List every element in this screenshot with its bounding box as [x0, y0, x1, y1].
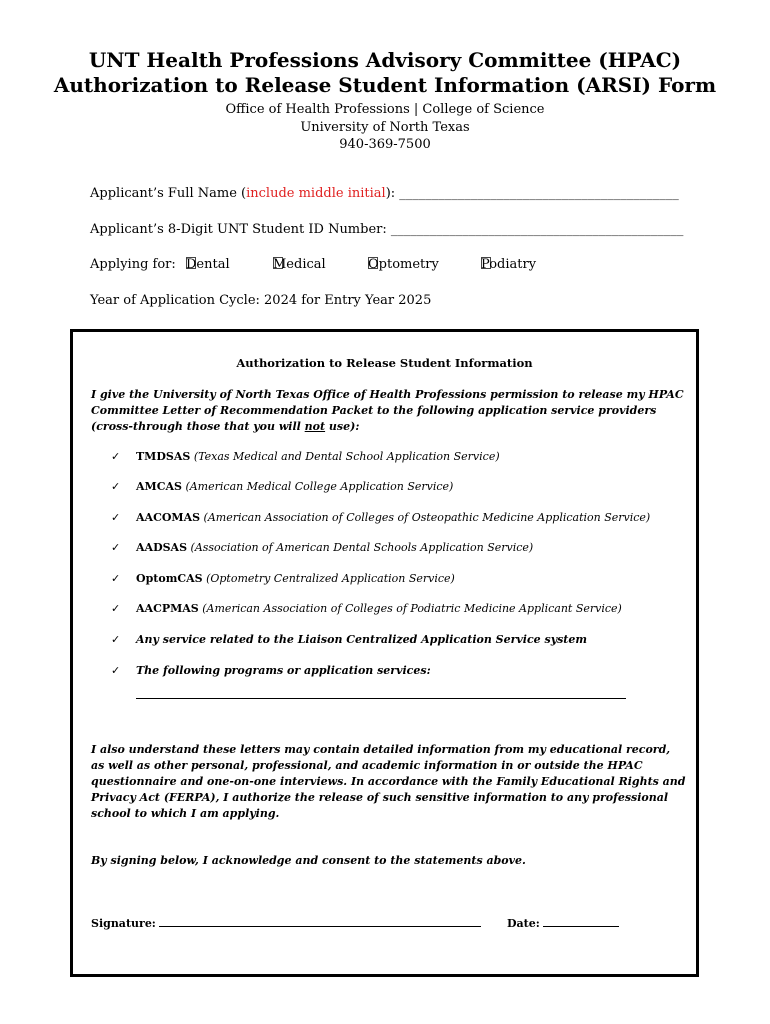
form-page: UNT Health Professions Advisory Committee (HPAC) Authorization to Release Student Information (ARSI) Form Office of Health Professions | College of Science University of North Texas 940-369-7500 Applicant’s Full Name (include middle initial): ___________________________________________ Applicant’s 8-Digit UNT Student ID Number: _____________________________________________ Applying for: Dental Medical Optometry Podiatry Year of Application Cycle: 2024 for Entry Year 2025 Authorization to Release Student Information I give the University of North Texas Office of Health Professions permission to release my HPAC Committee Letter of Recommendation Packet to the following application service providers (cross-through those that you will not use): ✓ TMDSAS (Texas Medical and Dental School Application Service) ✓ AMCAS (American Medical College Application Service) ✓ AACOMAS (American Association of Colleges of Osteopathic Medicine Application Service) ✓ AADSAS (Association of American Dental Schools Application Service) ✓ OptomCAS (Optometry Centralized Application Service) ✓ AACPMAS (American Association of Colleges of Podiatric Medicine Applicant Service) ✓ Any service related to the Liaison Centralized Application Service system ✓ The following programs or application services: I also understand these letters may contain detailed information from my educational record, as well as other personal, professional, and academic information in or outside the HPAC questionnaire and one-on-one interviews. In accordance with the Family Educational Rights and Privacy Act (FERPA), I authorize the release of such sensitive information to any professional school to which I am applying. By signing below, I acknowledge and consent to the statements above. Signature: Date:: [0, 0, 770, 1024]
office-name: Office of Health Professions | College of Science: [225, 102, 545, 117]
signature-field[interactable]: [91, 916, 481, 930]
authorization-intro: I give the University of North Texas Office of Health Professions permission to release my HPAC Committee Letter of Recommendation Packet to the following application service providers (cross-through those that you will not use):: [91, 388, 684, 433]
date-label: Date:: [507, 917, 540, 930]
ferpa-paragraph: I also understand these letters may contain detailed information from my educational record, as well as other personal, professional, and academic information in or outside the HPAC questionnaire and one-on-one interviews. In accordance with the Family Educational Rights and Privacy Act (FERPA), I authorize the release of such sensitive information to any professional school to which I am applying.: [91, 743, 686, 820]
checkmark-icon: ✓: [111, 450, 121, 463]
applying-for-label: Applying for:: [90, 257, 176, 272]
other-programs-blank[interactable]: [136, 698, 626, 699]
checkmark-icon: ✓: [111, 511, 121, 524]
date-field[interactable]: [507, 916, 619, 930]
full-name-field[interactable]: [90, 186, 679, 202]
application-cycle: Year of Application Cycle: 2024 for Entry Year 2025: [90, 293, 432, 308]
signature-blank[interactable]: [159, 916, 481, 927]
form-title: [0, 48, 770, 98]
office-info: [0, 101, 770, 154]
checkmark-icon: ✓: [111, 480, 121, 493]
date-blank[interactable]: [543, 916, 619, 927]
authorization-box: Authorization to Release Student Information I give the University of North Texas Office of Health Professions permission to release my HPAC Committee Letter of Recommendation Packet to the following application service providers (cross-through those that you will not use): ✓ TMDSAS (Texas Medical and Dental School Application Service) ✓ AMCAS (American Medical College Application Service) ✓ AACOMAS (American Association of Colleges of Osteopathic Medicine Application Service) ✓ AADSAS (Association of American Dental Schools Application Service) ✓ OptomCAS (Optometry Centralized Application Service) ✓ AACPMAS (American Association of Colleges of Podiatric Medicine Applicant Service) ✓ Any service related to the Liaison Centralized Application Service system ✓ The following programs or application services: I also understand these letters may contain detailed information from my educational record, as well as other personal, professional, and academic information in or outside the HPAC questionnaire and one-on-one interviews. In accordance with the Family Educational Rights and Privacy Act (FERPA), I authorize the release of such sensitive information to any professional school to which I am applying. By signing below, I acknowledge and consent to the statements above. Signature: Date:: [70, 329, 699, 977]
checkmark-icon: ✓: [111, 633, 121, 646]
checkmark-icon: ✓: [111, 572, 121, 585]
authorization-title: Authorization to Release Student Information: [236, 356, 533, 370]
student-id-label: Applicant’s 8-Digit UNT Student ID Number:: [90, 222, 391, 237]
checkmark-icon: ✓: [111, 664, 121, 677]
full-name-label: Applicant’s Full Name (: [90, 186, 247, 201]
checkmark-icon: ✓: [111, 602, 121, 615]
office-phone: 940-369-7500: [339, 137, 431, 152]
title-line-1: UNT Health Professions Advisory Committee (HPAC): [88, 48, 682, 72]
student-id-field[interactable]: [90, 222, 683, 238]
student-id-blank[interactable]: _____________________________________________: [390, 222, 684, 237]
full-name-hint: include middle initial: [246, 186, 386, 201]
consent-statement: By signing below, I acknowledge and consent to the statements above.: [91, 854, 526, 867]
full-name-blank[interactable]: ___________________________________________: [399, 186, 679, 201]
signature-label: Signature:: [91, 917, 156, 930]
checkmark-icon: ✓: [111, 541, 121, 554]
university-name: University of North Texas: [300, 119, 470, 135]
title-line-2: Authorization to Release Student Information (ARSI) Form: [53, 73, 717, 97]
not-emphasis: not: [304, 420, 326, 433]
full-name-label-end: ):: [385, 186, 400, 201]
